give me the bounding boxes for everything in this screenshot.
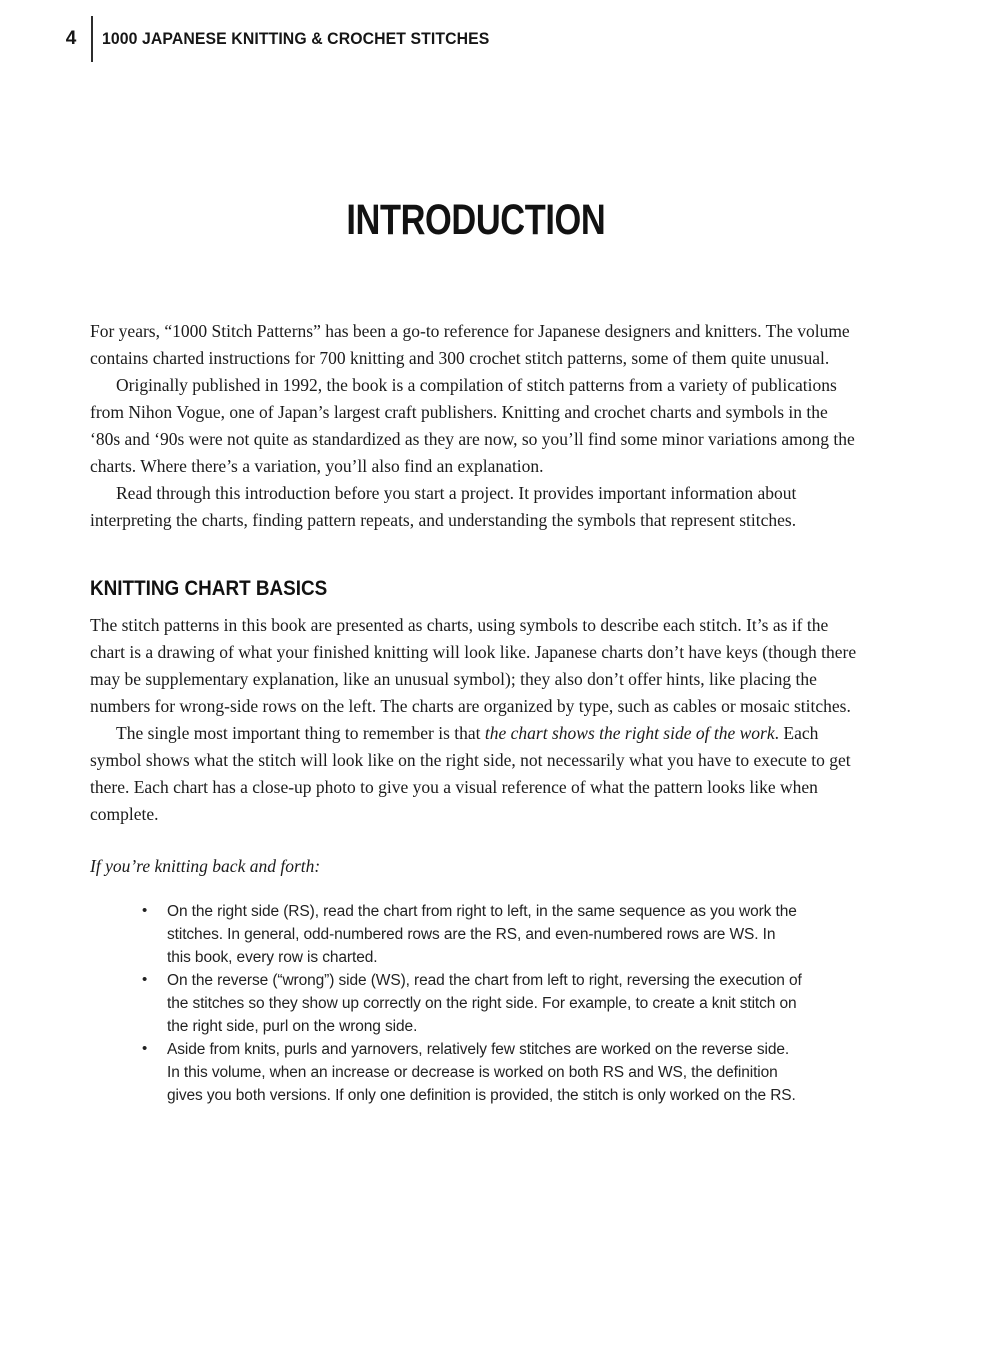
basics-paragraph-2 bbox=[90, 720, 862, 828]
body-column bbox=[90, 318, 862, 1107]
intro-paragraph-2: Originally published in 1992, the book is a compilation of stitch patterns from a variety of publications from Nihon Vogue, one of Japan’s largest craft publishers. Knitting and crochet charts and symbols in the ‘80s and ‘90s were not quite as standardized as they are now, so you’ll find some minor variations among the charts. Where there’s a variation, you’ll also find an explanation. bbox=[90, 375, 855, 476]
bullet-item-1 bbox=[140, 900, 802, 969]
basics-paragraph-1: The stitch patterns in this book are presented as charts, using symbols to describe each stitch. It’s as if the chart is a drawing of what your finished knitting will look like. Japanese charts don’t have keys (though there may be supplementary explanation, like an unusual symbol); they also don’t offer hints, like placing the numbers for wrong-side rows on the left. The charts are organized by type, such as cables or mosaic stitches. bbox=[90, 615, 857, 716]
bullet-item-3 bbox=[140, 1038, 802, 1107]
knitting-note-text: If you’re knitting back and forth: bbox=[90, 856, 321, 876]
intro-paragraph-1: For years, “1000 Stitch Patterns” has been a go-to reference for Japanese designers and knitters. The volume contains charted instructions for 700 knitting and 300 crochet stitch patterns, some of them quite unusual. bbox=[90, 321, 850, 368]
intro-paragraph-3: Read through this introduction before you start a project. It provides important information about interpreting the charts, finding pattern repeats, and understanding the symbols that represent stitches. bbox=[90, 483, 797, 530]
basics-section bbox=[90, 612, 862, 1107]
bullet-marker: • bbox=[142, 1040, 148, 1057]
running-header bbox=[58, 16, 519, 62]
basics-paragraph-2-pre: The single most important thing to remember is that bbox=[116, 723, 485, 743]
bullet-marker: • bbox=[142, 971, 148, 988]
bullet-list bbox=[140, 900, 802, 1107]
bullet-item-3-text: Aside from knits, purls and yarnovers, relatively few stitches are worked on the reverse side. In this volume, when an increase or decrease is worked on both RS and WS, the definition gives you both versions. If only one definition is provided, the stitch is only worked on the RS. bbox=[167, 1041, 796, 1104]
bullet-item-1-text: On the right side (RS), read the chart from right to left, in the same sequence as you work the stitches. In general, odd-numbered rows are the RS, and even-numbered rows are WS. In this book, every row is charted. bbox=[167, 903, 797, 966]
bullet-marker: • bbox=[142, 902, 148, 919]
knitting-note bbox=[90, 853, 862, 880]
section-heading-text: KNITTING CHART BASICS bbox=[90, 577, 328, 600]
basics-paragraph-2-post: . Each symbol shows what the stitch will look like on the right side, not necessarily what you have to execute to get there. Each chart has a close-up photo to give you a visual reference of what the pattern looks like when complete. bbox=[90, 723, 851, 824]
page-title-text: INTRODUCTION bbox=[346, 196, 606, 244]
intro-section bbox=[90, 318, 862, 534]
bullet-item-2-text: On the reverse (“wrong”) side (WS), read the chart from left to right, reversing the execution of the stitches so they show up correctly on the right side. For example, to create a knit stitch on the right side, purl on the wrong side. bbox=[167, 972, 802, 1035]
section-heading bbox=[90, 576, 862, 601]
header-divider bbox=[91, 16, 93, 62]
page-title bbox=[90, 196, 862, 245]
page-number: 4 bbox=[65, 28, 77, 49]
running-title: 1000 JAPANESE KNITTING & CROCHET STITCHES bbox=[102, 29, 490, 48]
bullet-item-2 bbox=[140, 969, 802, 1038]
basics-paragraph-2-italic: the chart shows the right side of the work bbox=[484, 723, 775, 743]
